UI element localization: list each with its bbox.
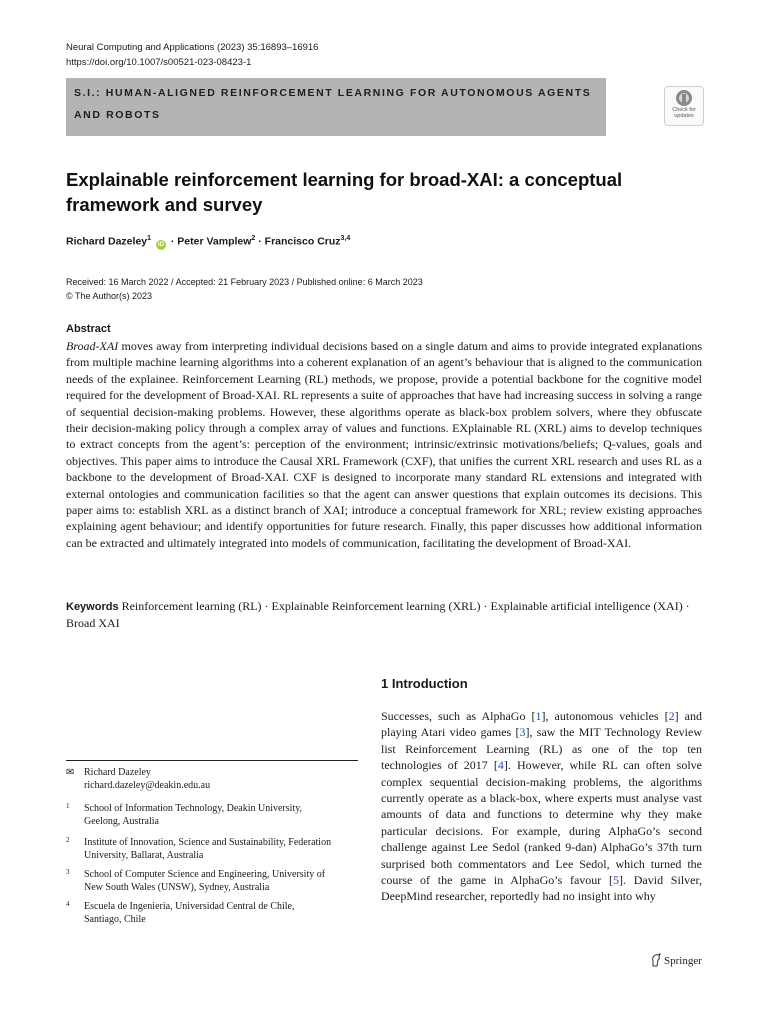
intro-text: Successes, such as AlphaGo [ bbox=[381, 709, 536, 723]
intro-text: ] and playing Atari video games [ bbox=[381, 709, 702, 740]
citation-link[interactable]: 4 bbox=[497, 758, 504, 773]
intro-text: ]. However, while RL can often solve complex sequential decision-making problems, the algorithms currently operate as a black-box, where experts must analyse vast amounts of data and functions to determine why they make particular decisions. For example, during AlphaGo’s second challenge against Lee Sedol (ranked 9-dan) AlphaGo’s 37th turn surprised both commentators and Lee Sedol, which turned the course of the game in AlphaGo’s favour [ bbox=[381, 758, 702, 888]
author-name[interactable]: Peter Vamplew bbox=[177, 235, 252, 248]
author-name[interactable]: Francisco Cruz bbox=[264, 235, 341, 248]
author-affiliation-sup: 3,4 bbox=[340, 235, 351, 242]
author-affiliation-sup: 2 bbox=[251, 235, 256, 242]
banner-line-1: S.I.: HUMAN-ALIGNED REINFORCEMENT LEARNING FOR AUTONOMOUS AGENTS bbox=[74, 87, 592, 99]
journal-header bbox=[66, 40, 318, 70]
special-issue-banner bbox=[66, 78, 606, 136]
journal-citation: Neural Computing and Applications (2023) 35:16893–16916 bbox=[66, 42, 319, 53]
affiliation-line: University, Ballarat, Australia bbox=[84, 850, 204, 861]
affiliation-line: New South Wales (UNSW), Sydney, Australia bbox=[84, 882, 270, 893]
affiliation-line: Escuela de Ingeniería, Universidad Central de Chile, bbox=[84, 901, 295, 912]
intro-text: ]. David Silver, DeepMind researcher, reportedly had no insight into why bbox=[381, 873, 702, 904]
affiliation-line: School of Information Technology, Deakin University, bbox=[84, 803, 303, 814]
affiliation-number: 3 bbox=[66, 868, 70, 876]
keywords-block bbox=[66, 598, 702, 632]
paper-title bbox=[66, 167, 626, 217]
affiliation-line: School of Computer Science and Engineering, University of bbox=[84, 869, 326, 880]
author-separator: · bbox=[170, 235, 175, 248]
check-updates-label-2: updates bbox=[674, 113, 694, 119]
envelope-icon: ✉ bbox=[66, 767, 75, 778]
abstract-body bbox=[66, 338, 702, 551]
keywords-heading: Keywords bbox=[66, 601, 119, 613]
citation-link[interactable]: 1 bbox=[535, 709, 542, 723]
corresponding-author-email[interactable]: richard.dazeley@deakin.edu.au bbox=[84, 780, 211, 791]
publisher-name: Springer bbox=[664, 955, 702, 967]
author-list bbox=[66, 235, 350, 250]
copyright-line: © The Author(s) 2023 bbox=[66, 291, 153, 301]
correspondence-footnote bbox=[66, 766, 210, 792]
footnote-divider bbox=[66, 760, 358, 761]
title-line-1: Explainable reinforcement learning for broad-XAI: a conceptual bbox=[66, 169, 623, 190]
affiliation-4 bbox=[66, 900, 366, 926]
check-for-updates-badge[interactable] bbox=[664, 86, 704, 126]
publication-dates bbox=[66, 275, 423, 303]
affiliation-line: Institute of Innovation, Science and Sustainability, Federation bbox=[84, 837, 332, 848]
keywords-text: Reinforcement learning (RL) · Explainable Reinforcement learning (XRL) · Explainable artificial intelligence (XAI) · Broad XAI bbox=[66, 599, 690, 631]
abstract-text: moves away from interpreting individual decisions based on a single datum and aims to provide integrated explanations from multiple machine learning algorithms into a coherent explanation of an agent’s behaviour that is aligned to the communication needs of the explainee. Reinforcement Learning (RL) methods, we propose, provide a potential backbone for the cognitive model required for the development of Broad-XAI. RL represents a suite of approaches that have had increasing success in solving a range of sequential decision-making problems. However, these algorithms operate as black-box problem solvers, where they obfuscate their decision-making policy through a complex array of values and functions. EXplainable RL (XRL) aims to develop techniques to extract concepts from the agent’s: perception of the environment; intrinsic/extrinsic motivations/beliefs; Q-values, goals and objectives. This paper aims to introduce the Causal XRL Framework (CXF), that unifies the current XRL research and uses RL as a backbone to the development of Broad-XAI. CXF is designed to incorporate many standard RL extensions and integrated with external ontologies and communication facilities so that the agent can answer questions that explain outcomes its decisions. This paper aims to: establish XRL as a distinct branch of XAI; introduce a conceptual framework for XRL; review existing approaches explaining agent behaviour; and identify opportunities for future research. Finally, this paper discusses how additional information can be extracted and ultimately integrated into models of communication, facilitating the development of Broad-XAI. bbox=[66, 339, 702, 550]
abstract-lead-term: Broad-XAI bbox=[66, 339, 119, 353]
title-line-2: framework and survey bbox=[66, 194, 263, 215]
banner-line-2: AND ROBOTS bbox=[74, 109, 161, 121]
check-updates-icon bbox=[675, 89, 693, 107]
corresponding-author-name: Richard Dazeley bbox=[84, 767, 151, 778]
springer-horse-icon bbox=[650, 953, 662, 967]
publisher-logo bbox=[650, 953, 702, 967]
affiliation-1 bbox=[66, 802, 366, 828]
intro-text: ], autonomous vehicles [ bbox=[541, 709, 669, 723]
affiliation-3 bbox=[66, 868, 366, 894]
author-separator: · bbox=[258, 235, 262, 248]
abstract-heading: Abstract bbox=[66, 323, 111, 335]
orcid-icon[interactable]: iD bbox=[157, 241, 164, 248]
citation-link[interactable]: 3 bbox=[519, 725, 526, 740]
affiliation-line: Geelong, Australia bbox=[84, 816, 159, 827]
author-name[interactable]: Richard Dazeley bbox=[66, 235, 148, 248]
section-heading-introduction: 1 Introduction bbox=[381, 676, 468, 691]
intro-text: ], saw the MIT Technology Review list Reinforcement Learning (RL) as one of the top ten technologies of 2017 [ bbox=[381, 725, 702, 773]
citation-link[interactable]: 2 bbox=[668, 709, 675, 723]
affiliation-2 bbox=[66, 836, 366, 862]
affiliation-number: 4 bbox=[66, 900, 70, 908]
dates-line: Received: 16 March 2022 / Accepted: 21 February 2023 / Published online: 6 March 2023 bbox=[66, 277, 423, 287]
check-updates-label-1: Check for bbox=[672, 107, 696, 113]
affiliation-line: Santiago, Chile bbox=[84, 914, 146, 925]
affiliation-number: 1 bbox=[66, 802, 70, 810]
doi-link[interactable]: https://doi.org/10.1007/s00521-023-08423-1 bbox=[66, 57, 252, 68]
affiliation-number: 2 bbox=[66, 836, 70, 844]
author-affiliation-sup: 1 bbox=[147, 235, 152, 242]
introduction-paragraph bbox=[381, 708, 702, 905]
citation-link[interactable]: 5 bbox=[613, 873, 620, 888]
